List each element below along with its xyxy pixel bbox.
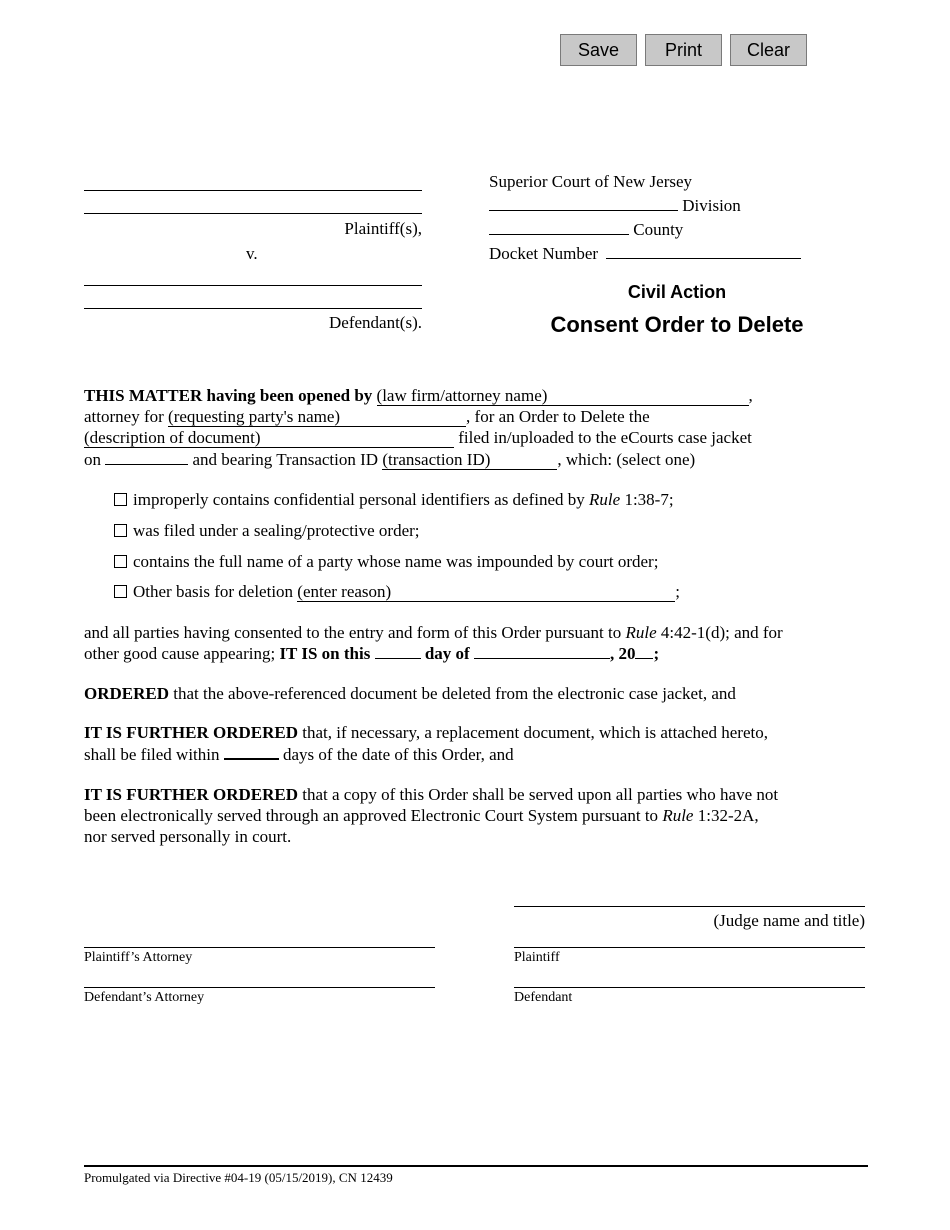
rule-label: Rule <box>589 490 621 509</box>
option-1-checkbox[interactable] <box>114 493 127 506</box>
judge-label: (Judge name and title) <box>713 911 865 930</box>
select-one-text: , which: (select one) <box>557 450 696 469</box>
rule-label: Rule <box>625 623 657 642</box>
plaintiff-name-line-1[interactable] <box>84 190 422 191</box>
save-button[interactable]: Save <box>560 34 637 66</box>
print-button[interactable]: Print <box>645 34 722 66</box>
consent-text-1: and all parties having consented to the entry and form of this Order pursuant to <box>84 623 622 642</box>
consent-semicolon: ; <box>653 644 660 663</box>
defendant-signature-line[interactable] <box>514 987 865 988</box>
other-reason-field[interactable]: (enter reason) <box>297 583 675 602</box>
plaintiff-signature-label: Plaintiff <box>514 950 560 965</box>
docket-label: Docket Number <box>489 244 599 263</box>
further-ordered-heading-1: IT IS FURTHER ORDERED <box>84 723 298 742</box>
it-is-on-this-text: IT IS on this <box>279 644 371 663</box>
day-of-text: day of <box>424 644 470 663</box>
defendant-name-line-2[interactable] <box>84 308 422 309</box>
option-4-checkbox[interactable] <box>114 585 127 598</box>
rule-reference: 1:32-2A, <box>697 806 759 825</box>
docket-number-field[interactable] <box>606 258 801 259</box>
transaction-id-field[interactable]: (transaction ID) <box>382 451 557 470</box>
versus-label: v. <box>246 244 258 263</box>
defendant-attorney-signature-line[interactable] <box>84 987 435 988</box>
days-text: days of the date of this Order, and <box>283 745 514 764</box>
order-month-field[interactable] <box>474 658 610 659</box>
option-4-suffix: ; <box>675 582 681 601</box>
option-3-text: contains the full name of a party whose name was impounded by court order; <box>133 552 659 571</box>
rule-label: Rule <box>662 806 694 825</box>
option-4-text: Other basis for deletion <box>133 582 294 601</box>
option-row <box>114 551 658 572</box>
on-text: on <box>84 450 101 469</box>
bearing-text: and bearing Transaction ID <box>192 450 379 469</box>
judge-signature-line[interactable] <box>514 906 865 907</box>
county-field[interactable] <box>489 234 629 235</box>
option-row <box>114 581 680 602</box>
served-personally-text: nor served personally in court. <box>84 827 292 846</box>
form-title: Consent Order to Delete <box>550 312 804 337</box>
days-field[interactable] <box>224 758 279 760</box>
footer-text: Promulgated via Directive #04-19 (05/15/2019), CN 12439 <box>84 1170 393 1185</box>
option-2-text: was filed under a sealing/protective order; <box>133 521 420 540</box>
plaintiff-name-line-2[interactable] <box>84 213 422 214</box>
order-year-field[interactable] <box>635 658 653 659</box>
division-label: Division <box>682 196 741 215</box>
option-2-checkbox[interactable] <box>114 524 127 537</box>
footer-rule <box>84 1165 868 1167</box>
filed-in-text: filed in/uploaded to the eCourts case jacket <box>458 428 752 447</box>
requesting-party-field[interactable]: (requesting party's name) <box>168 408 466 427</box>
filed-within-text: shall be filed within <box>84 745 220 764</box>
rule-reference: 1:38-7; <box>624 490 674 509</box>
defendant-attorney-label: Defendant’s Attorney <box>84 990 205 1005</box>
opened-by-text: THIS MATTER having been opened by <box>84 386 373 405</box>
order-day-field[interactable] <box>375 658 421 659</box>
consent-text-2: 4:42-1(d); and for <box>660 623 783 642</box>
law-firm-field[interactable]: (law firm/attorney name) <box>377 387 749 406</box>
filing-date-field[interactable] <box>105 464 188 465</box>
county-label: County <box>633 220 684 239</box>
option-3-checkbox[interactable] <box>114 555 127 568</box>
option-row <box>114 489 674 510</box>
document-description-field[interactable]: (description of document) <box>84 429 454 448</box>
option-1-text: improperly contains confidential personal identifiers as defined by <box>133 490 585 509</box>
further-ordered-heading-2: IT IS FURTHER ORDERED <box>84 785 298 804</box>
option-row <box>114 520 420 541</box>
ordered-heading: ORDERED <box>84 684 170 703</box>
further-ordered-text-1: that, if necessary, a replacement document, which is attached hereto, <box>302 723 768 742</box>
further-ordered-text-2: that a copy of this Order shall be served upon all parties who have not <box>302 785 779 804</box>
plaintiff-label: Plaintiff(s), <box>344 219 422 238</box>
plaintiff-attorney-label: Plaintiff’s Attorney <box>84 950 193 965</box>
plaintiff-attorney-signature-line[interactable] <box>84 947 435 948</box>
ordered-text: that the above-referenced document be deleted from the electronic case jacket, and <box>173 684 736 703</box>
order-to-delete-text: , for an Order to Delete the <box>466 407 650 426</box>
defendant-signature-label: Defendant <box>514 990 573 1005</box>
division-field[interactable] <box>489 210 678 211</box>
attorney-for-text: attorney for <box>84 407 164 426</box>
defendant-name-line-1[interactable] <box>84 285 422 286</box>
consent-text-3: other good cause appearing; <box>84 644 276 663</box>
clear-button[interactable]: Clear <box>730 34 807 66</box>
court-name: Superior Court of New Jersey <box>489 172 693 191</box>
plaintiff-signature-line[interactable] <box>514 947 865 948</box>
year-prefix-text: , 20 <box>609 644 636 663</box>
served-text: been electronically served through an approved Electronic Court System pursuant to <box>84 806 659 825</box>
defendant-label: Defendant(s). <box>329 313 422 332</box>
civil-action-heading: Civil Action <box>627 282 727 302</box>
